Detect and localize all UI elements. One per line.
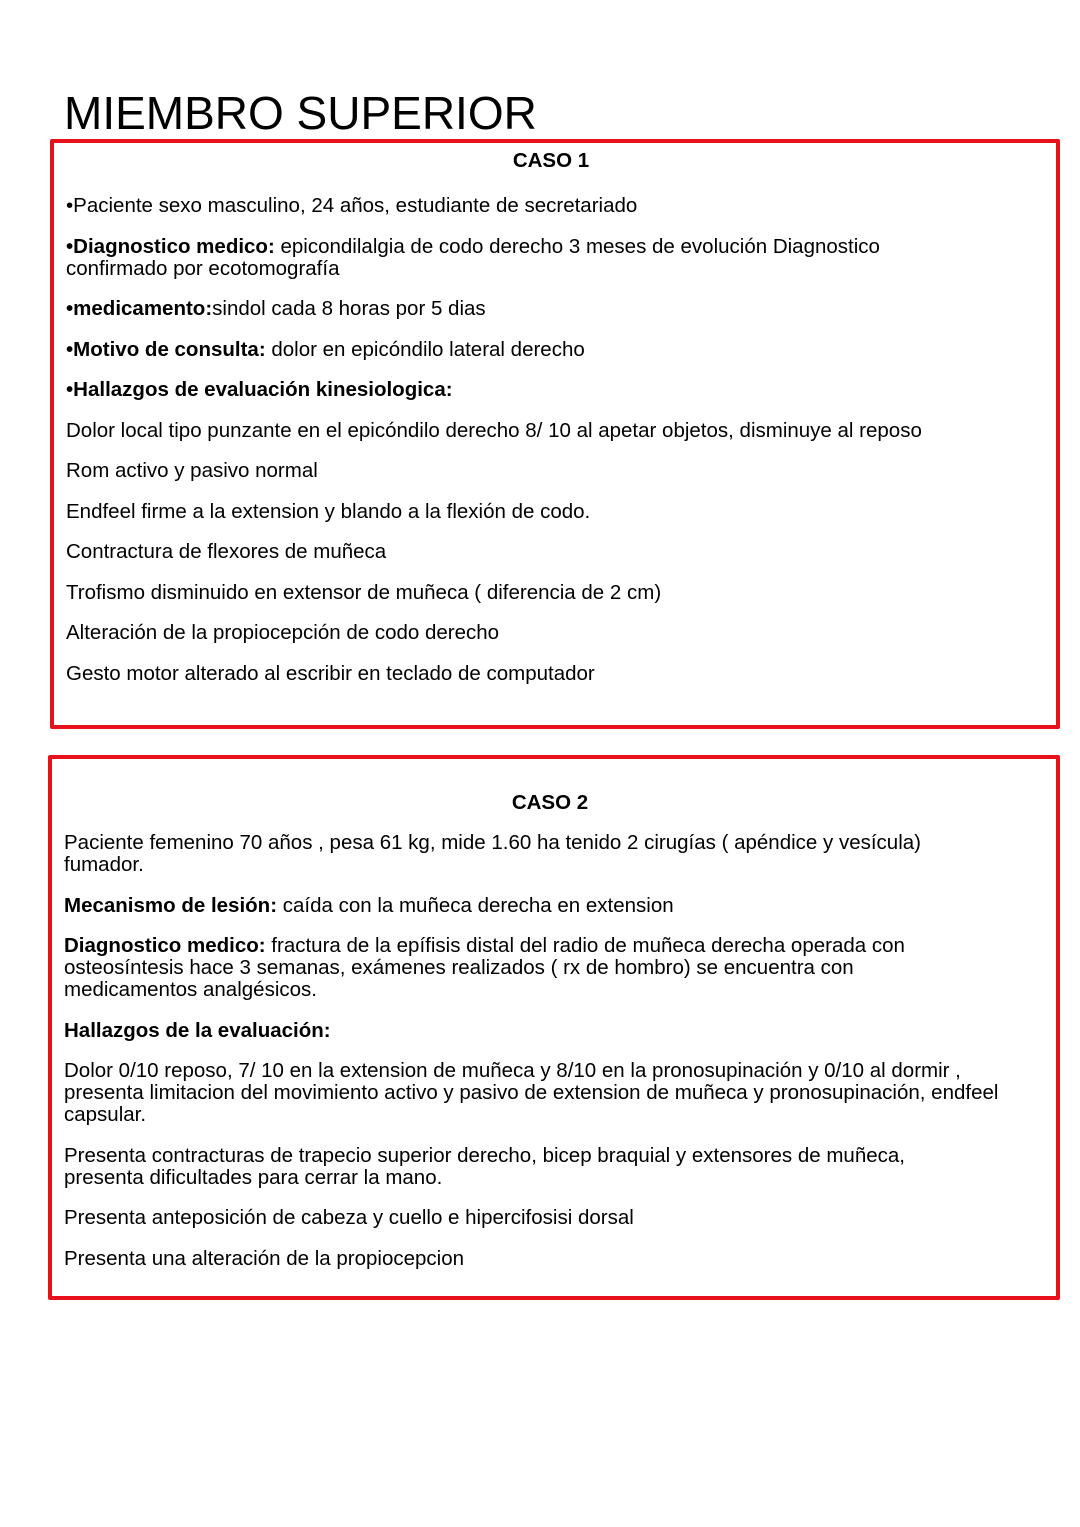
finding-item: Presenta anteposición de cabeza y cuello e hipercifosisi dorsal bbox=[64, 1206, 634, 1229]
diagnosis bbox=[64, 935, 969, 1001]
finding-item: Rom activo y pasivo normal bbox=[66, 459, 318, 482]
finding-item: Contractura de flexores de muñeca bbox=[66, 540, 387, 563]
injury-mechanism bbox=[64, 895, 1036, 917]
case-2-box bbox=[48, 755, 1060, 1300]
medication bbox=[66, 298, 1036, 320]
finding-item: Endfeel firme a la extension y blando a la flexión de codo. bbox=[66, 499, 591, 523]
findings-label-text: Hallazgos de la evaluación: bbox=[64, 1018, 331, 1042]
consult-reason bbox=[66, 339, 1036, 361]
diagnosis-label: •Diagnostico medico: bbox=[66, 234, 275, 258]
diagnosis bbox=[66, 236, 946, 280]
medication-text: sindol cada 8 horas por 5 dias bbox=[212, 297, 486, 320]
diagnosis-text: epicondilalgia de codo derecho 3 meses de evolución Diagnostico confirmado por ecotomografía bbox=[66, 234, 880, 280]
patient-info: Paciente femenino 70 años , pesa 61 kg, mide 1.60 ha tenido 2 cirugías ( apéndice y vesícula) fumador. bbox=[64, 831, 921, 876]
reason-text: dolor en epicóndilo lateral derecho bbox=[265, 337, 585, 361]
diagnosis-text: fractura de la epífisis distal del radio de muñeca derecha operada con osteosíntesis hace 3 semanas, exámenes realizados ( rx de hombro) se encuentra con medicamentos analgésicos. bbox=[64, 934, 905, 1001]
mechanism-label: Mecanismo de lesión: bbox=[64, 893, 278, 917]
finding-item: Dolor local tipo punzante en el epicóndilo derecho 8/ 10 al apetar objetos, disminuye al reposo bbox=[66, 418, 922, 442]
case-2-heading: CASO 2 bbox=[511, 791, 589, 814]
patient-info: •Paciente sexo masculino, 24 años, estudiante de secretariado bbox=[66, 194, 638, 217]
diagnosis-label: Diagnostico medico: bbox=[64, 934, 266, 957]
finding-item: Presenta contracturas de trapecio superior derecho, bicep braquial y extensores de muñeca, presenta dificultades para cerrar la mano. bbox=[64, 1143, 905, 1189]
case-1-heading: CASO 1 bbox=[512, 149, 590, 172]
findings-label bbox=[66, 379, 1036, 401]
finding-item: Trofismo disminuido en extensor de muñeca ( diferencia de 2 cm) bbox=[66, 580, 662, 604]
finding-item: Alteración de la propiocepción de codo derecho bbox=[66, 621, 500, 644]
finding-item: Gesto motor alterado al escribir en teclado de computador bbox=[66, 661, 595, 685]
finding-item: Dolor 0/10 reposo, 7/ 10 en la extension de muñeca y 8/10 en la pronosupinación y 0/10 al dormir , presenta limitacion del movimiento activo y pasivo de extension de muñeca y pronosupinación, endfeel capsular. bbox=[64, 1059, 999, 1126]
findings-label bbox=[64, 1020, 1036, 1042]
finding-item: Presenta una alteración de la propiocepcion bbox=[64, 1246, 465, 1270]
case-1-box bbox=[50, 139, 1060, 729]
medication-label: •medicamento: bbox=[66, 297, 213, 320]
page-title: MIEMBRO SUPERIOR bbox=[64, 87, 537, 139]
findings-label-text: •Hallazgos de evaluación kinesiologica: bbox=[66, 378, 453, 401]
mechanism-text: caída con la muñeca derecha en extension bbox=[277, 893, 674, 917]
reason-label: •Motivo de consulta: bbox=[66, 337, 266, 361]
